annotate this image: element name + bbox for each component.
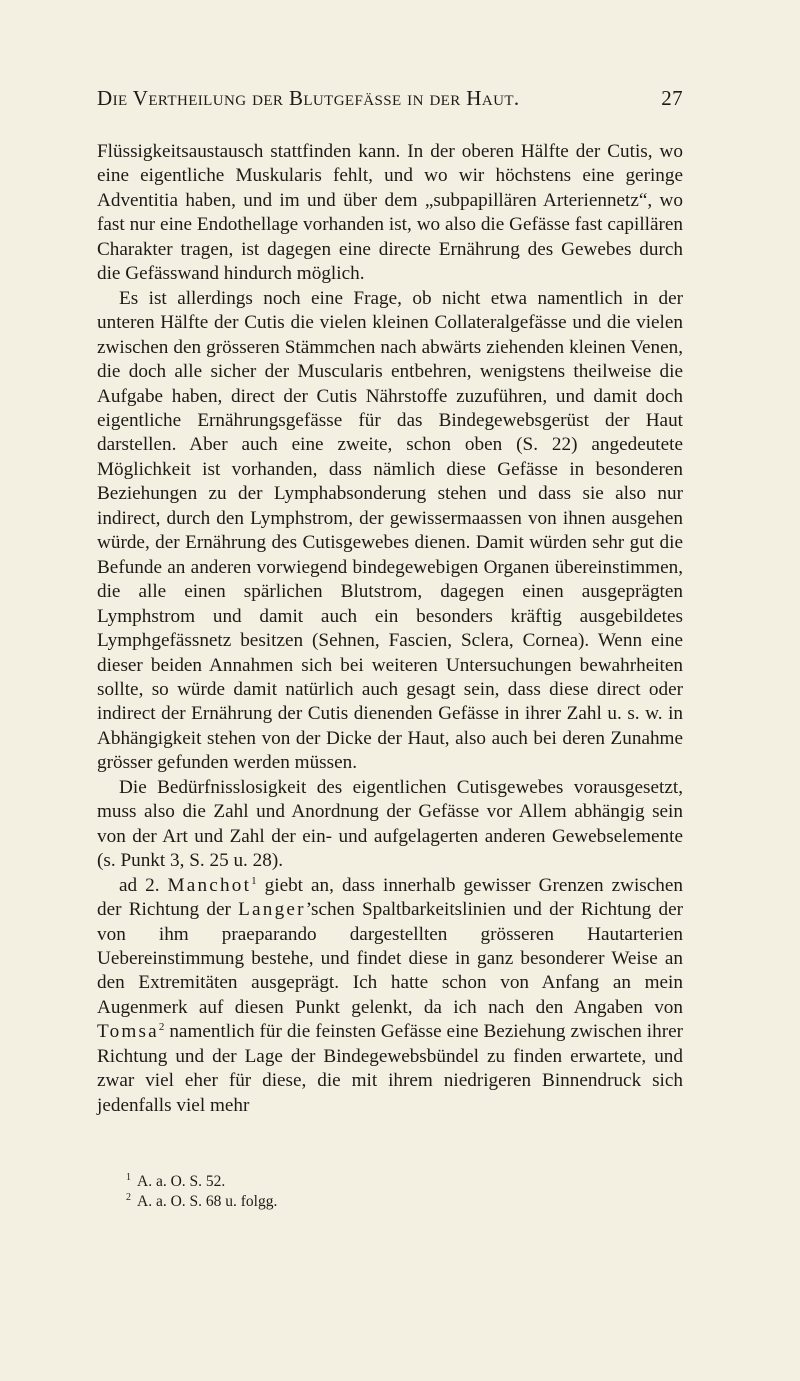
chapter-title: Die Vertheilung der Blutgefässe in der Haut. — [97, 86, 520, 110]
footnote-ref: 1 — [251, 874, 257, 887]
author-name: Tomsa — [97, 1021, 159, 1043]
paragraph — [97, 874, 683, 1119]
paragraph-text: namentlich für die feinsten Gefässe eine Beziehung zwischen ihrer Richtung und der Lage der Bindegewebsbündel zu finden erwartete, und zwar viel eher für diese, die mit ihrem niedrigeren Binnendruck sich jedenfalls viel mehr — [97, 1021, 683, 1116]
footnote — [126, 1172, 686, 1192]
footnotes — [126, 1172, 686, 1212]
footnote-ref: 2 — [158, 1021, 165, 1034]
body-text — [97, 140, 683, 1118]
paragraph: Es ist allerdings noch eine Frage, ob nicht etwa namentlich in der unteren Hälfte der Cutis die vielen kleinen Collateralgefässe und die vielen zwischen den grösseren Stämmchen nach abwärts ziehenden kleinen Venen, die doch alle sicher der Muscularis entbehren, wenigstens theilweise die Aufgabe haben, direct der Cutis Nährstoffe zuzuführen, und damit doch eigentliche Ernährungsgefässe für das Bindegewebsgerüst der Haut darstellen. Aber auch eine zweite, schon oben (S. 22) angedeutete Möglichkeit ist vorhanden, dass nämlich diese Gefässe in besonderen Beziehungen zu der Lymphabsonderung stehen und dass sie also nur indirect, durch den Lymphstrom, der gewissermaassen von ihnen ausgehen würde, der Ernährung des Cutisgewebes dienen. Damit würden sehr gut die Befunde an anderen vorwiegend bindegewebigen Organen übereinstimmen, die alle einen spärlichen Blutstrom, dagegen einen ausgeprägten Lymphstrom und damit auch ein besonders kräftig ausgebildetes Lymphgefässnetz besitzen (Sehnen, Fascien, Sclera, Cornea). Wenn eine dieser beiden Annahmen sich bei weiteren Untersuchungen bewahrheiten sollte, so würde damit natürlich auch gesagt sein, dass diese direct oder indirect der Ernährung der Cutis dienenden Gefässe in ihrer Zahl u. s. w. in Abhängigkeit stehen von der Dicke der Haut, also auch bei deren Zunahme grösser gefunden werden müssen. — [97, 287, 683, 774]
footnote-text: A. a. O. S. 52. — [137, 1173, 226, 1190]
footnote — [126, 1192, 686, 1212]
paragraph: Flüssigkeitsaustausch stattfinden kann. In der oberen Hälfte der Cutis, wo eine eigentliche Muskularis fehlt, und wo wir höchstens eine geringe Adventitia haben, und im und über dem „subpapillären Arteriennetz“, wo fast nur eine Endothellage vorhanden ist, wo also die Gefässe fast capillären Charakter tragen, ist dagegen eine directe Ernährung des Gewebes durch die Gefässwand hindurch möglich. — [97, 141, 683, 285]
author-name: Manchot — [167, 874, 252, 896]
footnote-text: A. a. O. S. 68 u. folgg. — [137, 1193, 278, 1210]
footnote-marker: 2 — [126, 1192, 131, 1203]
paragraph-text: giebt an, dass innerhalb gewisser Grenzen zwischen der Richtung der — [97, 874, 683, 921]
footnote-marker: 1 — [126, 1172, 131, 1183]
paragraph-lead: ad 2. — [119, 874, 168, 896]
paragraph: Die Bedürfnisslosigkeit des eigentlichen Cutisgewebes vorausgesetzt, muss also die Zahl und Anordnung der Gefässe vor Allem abhängig sein von der Art und Zahl der ein- und aufgelagerten anderen Gewebselemente (s. Punkt 3, S. 25 u. 28). — [97, 776, 683, 872]
page-number: 27 — [661, 86, 683, 110]
paragraph-text: ’schen Spaltbarkeitslinien und der Richtung der von ihm praeparando dargestellten grösseren Hautarterien Uebereinstimmung bestehe, und findet diese in ganz besonderer Weise an den Extremitäten ausgeprägt. Ich hatte schon von Anfang an mein Augenmerk auf diesen Punkt gelenkt, da ich nach den Angaben von — [97, 899, 683, 1018]
running-head — [97, 86, 683, 116]
author-name: Langer — [238, 899, 306, 921]
